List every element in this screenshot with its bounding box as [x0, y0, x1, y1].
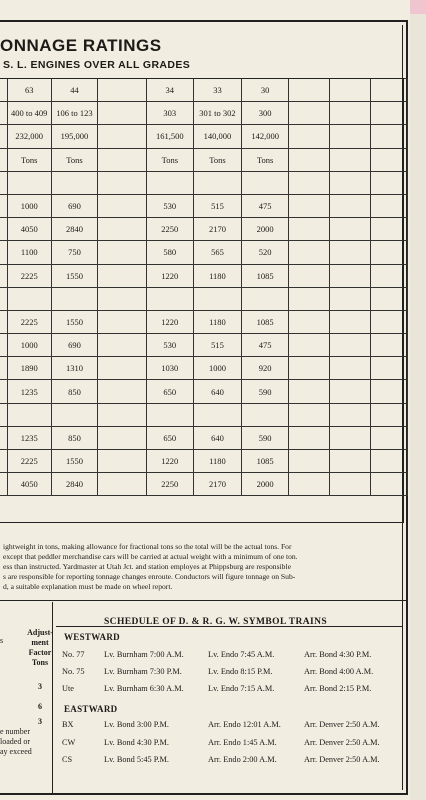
- table-cell: 590: [242, 426, 289, 449]
- table-cell: 2225: [7, 310, 51, 333]
- train-intermediate: Lv. Endo 7:15 A.M.: [208, 684, 275, 693]
- adjustment-note-1: e number: [0, 727, 30, 736]
- table-cell-empty: [370, 218, 407, 241]
- train-arrival: Arr. Denver 2:50 A.M.: [304, 737, 380, 747]
- table-cell-empty: [329, 450, 370, 473]
- table-cell: 690: [51, 194, 98, 217]
- table-cell: Tons: [146, 148, 193, 171]
- tonnage-note: [3, 542, 399, 592]
- table-cell: 650: [146, 380, 193, 403]
- table-cell: 1220: [146, 450, 193, 473]
- train-intermediate: Arr. Endo 2:00 A.M.: [208, 755, 277, 764]
- train-arrival: Arr. Bond 4:00 A.M.: [304, 667, 374, 676]
- table-cell: 1180: [193, 450, 241, 473]
- tonnage-row: [0, 171, 408, 194]
- table-cell: 400 to 409: [7, 102, 51, 125]
- table-cell-empty: [289, 426, 330, 449]
- table-cell: 580: [146, 241, 193, 264]
- table-cell: [98, 357, 147, 380]
- row-label-cell: [0, 125, 7, 148]
- table-cell-empty: [370, 171, 407, 194]
- table-cell-empty: [289, 264, 330, 287]
- table-cell-empty: [289, 218, 330, 241]
- table-cell: 44: [51, 79, 98, 102]
- train-symbol: No. 75: [62, 667, 85, 676]
- table-cell: 30: [242, 79, 289, 102]
- table-cell-empty: [289, 79, 330, 102]
- table-cell: 1890: [7, 357, 51, 380]
- engine-class-row: [0, 79, 408, 102]
- table-cell: [98, 403, 147, 426]
- table-cell: [98, 380, 147, 403]
- train-intermediate: Lv. Endo 8:15 P.M.: [208, 667, 273, 676]
- table-cell: [51, 287, 98, 310]
- tonnage-row: [0, 450, 408, 473]
- table-cell: 303: [146, 102, 193, 125]
- table-cell: Tons: [7, 148, 51, 171]
- engine-number-row: [0, 102, 408, 125]
- unit-row: [0, 148, 408, 171]
- table-cell: 1550: [51, 310, 98, 333]
- table-cell: [98, 194, 147, 217]
- tonnage-row: [0, 334, 408, 357]
- train-departure: Lv. Burnham 7:00 A.M.: [104, 650, 184, 659]
- table-cell: [193, 171, 241, 194]
- note-line: ightweight in tons, making allowance for fractional tons so the total will be the actual tons. For: [3, 542, 292, 551]
- row-label-cell: [0, 334, 7, 357]
- train-symbol: Ute: [62, 684, 74, 693]
- table-cell: 515: [193, 334, 241, 357]
- adjustment-left-fragment: s: [0, 636, 4, 645]
- table-cell: [98, 334, 147, 357]
- table-cell: 565: [193, 241, 241, 264]
- table-cell: 1550: [51, 450, 98, 473]
- table-cell-empty: [329, 287, 370, 310]
- table-cell-empty: [329, 264, 370, 287]
- row-label-cell: [0, 79, 7, 102]
- table-cell: [242, 171, 289, 194]
- train-departure: Lv. Burnham 6:30 A.M.: [104, 684, 184, 693]
- table-cell: [242, 287, 289, 310]
- table-cell: 140,000: [193, 125, 241, 148]
- table-cell-empty: [370, 426, 407, 449]
- table-cell-empty: [370, 473, 407, 496]
- table-cell: [242, 403, 289, 426]
- row-label-cell: [0, 264, 7, 287]
- table-cell: 520: [242, 241, 289, 264]
- table-cell: 34: [146, 79, 193, 102]
- table-cell-empty: [370, 102, 407, 125]
- table-cell-empty: [370, 264, 407, 287]
- table-cell: Tons: [51, 148, 98, 171]
- table-cell-empty: [289, 450, 330, 473]
- table-cell: 850: [51, 380, 98, 403]
- table-cell: 640: [193, 426, 241, 449]
- eastward-label: EASTWARD: [64, 704, 118, 714]
- table-cell-empty: [370, 380, 407, 403]
- table-cell: 1180: [193, 310, 241, 333]
- table-cell-empty: [289, 171, 330, 194]
- table-cell: [146, 403, 193, 426]
- table-cell: 2250: [146, 218, 193, 241]
- table-cell: 4050: [7, 218, 51, 241]
- table-cell: Tons: [193, 148, 241, 171]
- adjustment-note-2: loaded or: [0, 737, 30, 746]
- table-cell: 1310: [51, 357, 98, 380]
- table-cell: 1000: [7, 194, 51, 217]
- table-cell: 1235: [7, 380, 51, 403]
- table-cell: [193, 403, 241, 426]
- table-cell: [98, 218, 147, 241]
- table-cell-empty: [370, 241, 407, 264]
- table-cell-empty: [289, 473, 330, 496]
- tonnage-row: [0, 403, 408, 426]
- train-departure: Lv. Burnham 7:30 P.M.: [104, 667, 182, 676]
- row-label-cell: [0, 287, 7, 310]
- tonnage-row: [0, 380, 408, 403]
- train-arrival: Arr. Denver 2:50 A.M.: [304, 720, 380, 729]
- row-label-cell: [0, 426, 7, 449]
- train-departure: Lv. Bond 3:00 P.M.: [104, 720, 169, 729]
- table-cell-empty: [329, 357, 370, 380]
- table-cell-empty: [289, 148, 330, 171]
- table-cell: 530: [146, 334, 193, 357]
- table-cell: [193, 287, 241, 310]
- row-label-cell: [0, 171, 7, 194]
- table-cell-empty: [329, 380, 370, 403]
- table-cell: 1220: [146, 310, 193, 333]
- tonnage-row: [0, 357, 408, 380]
- table-cell: 2225: [7, 264, 51, 287]
- train-symbol: CW: [62, 737, 76, 747]
- row-label-cell: [0, 403, 7, 426]
- tonnage-row: [0, 218, 408, 241]
- table-cell-empty: [370, 194, 407, 217]
- table-cell: [98, 473, 147, 496]
- table-cell: [98, 79, 147, 102]
- table-cell: 232,000: [7, 125, 51, 148]
- table-cell-empty: [289, 403, 330, 426]
- table-cell-empty: [329, 403, 370, 426]
- table-cell: 690: [51, 334, 98, 357]
- table-cell: [51, 171, 98, 194]
- table-cell-empty: [370, 403, 407, 426]
- adjustment-value-1: 3: [38, 682, 42, 691]
- train-symbol: BX: [62, 720, 74, 729]
- table-cell-empty: [370, 148, 407, 171]
- train-intermediate: Lv. Endo 7:45 A.M.: [208, 650, 275, 659]
- adjustment-note-3: ay exceed: [0, 747, 32, 756]
- table-cell: 33: [193, 79, 241, 102]
- tonnage-row: [0, 310, 408, 333]
- table-cell: 1550: [51, 264, 98, 287]
- table-cell: 63: [7, 79, 51, 102]
- page-title: ONNAGE RATINGS: [0, 36, 162, 55]
- row-label-cell: [0, 450, 7, 473]
- table-cell: 1000: [7, 334, 51, 357]
- adjustment-value-3: 3: [38, 717, 42, 726]
- table-cell-empty: [289, 357, 330, 380]
- table-cell-empty: [370, 125, 407, 148]
- row-label-cell: [0, 241, 7, 264]
- row-label-cell: [0, 148, 7, 171]
- train-symbol: CS: [62, 755, 73, 764]
- row-label-cell: [0, 357, 7, 380]
- table-cell: 106 to 123: [51, 102, 98, 125]
- table-cell-empty: [289, 125, 330, 148]
- note-line: s are responsible for reporting tonnage changes enroute. Conductors will figure tonnage on Sub-: [3, 572, 296, 581]
- table-cell-empty: [370, 79, 407, 102]
- table-cell-empty: [329, 473, 370, 496]
- row-label-cell: [0, 194, 7, 217]
- table-cell-empty: [289, 102, 330, 125]
- table-cell: 2250: [146, 473, 193, 496]
- table-cell-empty: [329, 171, 370, 194]
- table-cell: 142,000: [242, 125, 289, 148]
- table-cell-empty: [289, 310, 330, 333]
- table-cell: 1180: [193, 264, 241, 287]
- table-cell: [98, 426, 147, 449]
- row-label-cell: [0, 218, 7, 241]
- table-cell: 1085: [242, 310, 289, 333]
- table-cell: 161,500: [146, 125, 193, 148]
- table-cell-empty: [289, 287, 330, 310]
- section-divider: [0, 600, 406, 601]
- table-cell-empty: [370, 310, 407, 333]
- table-cell: [146, 171, 193, 194]
- schedule-title-rule: [56, 626, 402, 627]
- table-cell-empty: [329, 194, 370, 217]
- tonnage-row: [0, 426, 408, 449]
- tonnage-row: [0, 264, 408, 287]
- table-cell: 1220: [146, 264, 193, 287]
- table-cell: 650: [146, 426, 193, 449]
- table-cell: 850: [51, 426, 98, 449]
- table-cell-empty: [329, 218, 370, 241]
- table-cell: 750: [51, 241, 98, 264]
- table-cell: 640: [193, 380, 241, 403]
- train-symbol: No. 77: [62, 650, 85, 659]
- table-cell-empty: [329, 426, 370, 449]
- table-cell: 515: [193, 194, 241, 217]
- row-label-cell: [0, 380, 7, 403]
- train-departure: Lv. Bond 5:45 P.M.: [104, 755, 169, 764]
- table-cell: 2840: [51, 218, 98, 241]
- train-arrival: Arr. Bond 4:30 P.M.: [304, 650, 372, 659]
- adjustment-value-2: 6: [38, 702, 42, 711]
- note-line: ess than instructed. Yardmaster at Utah Jct. and station employes at Phippsburg are responsible: [3, 562, 291, 571]
- row-label-cell: [0, 473, 7, 496]
- table-cell: 2840: [51, 473, 98, 496]
- table-cell-empty: [370, 334, 407, 357]
- row-label-cell: [0, 102, 7, 125]
- table-cell: 2170: [193, 218, 241, 241]
- table-cell: [98, 148, 147, 171]
- table-cell-empty: [329, 79, 370, 102]
- westward-label: WESTWARD: [64, 632, 120, 642]
- adjustment-header-4: Tons: [31, 658, 49, 667]
- adjustment-header-2: ment: [31, 638, 49, 647]
- table-cell-empty: [370, 287, 407, 310]
- train-intermediate: Arr. Endo 1:45 A.M.: [208, 737, 277, 747]
- adjustment-header-3: Factor: [28, 648, 52, 657]
- table-cell: [98, 450, 147, 473]
- table-cell: 1000: [193, 357, 241, 380]
- table-cell-empty: [289, 194, 330, 217]
- table-cell: 475: [242, 194, 289, 217]
- table-cell-empty: [289, 241, 330, 264]
- page-subtitle: S. L. ENGINES OVER ALL GRADES: [3, 59, 191, 71]
- table-cell: [7, 403, 51, 426]
- table-cell: [98, 287, 147, 310]
- table-cell: 2000: [242, 473, 289, 496]
- table-cell: [7, 171, 51, 194]
- table-cell-empty: [329, 148, 370, 171]
- note-line: d, a suitable explanation must be made on wheel report.: [3, 582, 173, 591]
- table-cell: 2000: [242, 218, 289, 241]
- table-cell-empty: [329, 334, 370, 357]
- train-departure: Lv. Bond 4:30 P.M.: [104, 737, 169, 747]
- table-cell: 1235: [7, 426, 51, 449]
- tonnage-row: [0, 241, 408, 264]
- table-cell: [98, 102, 147, 125]
- table-cell: 590: [242, 380, 289, 403]
- table-cell: [146, 287, 193, 310]
- tonnage-row: [0, 287, 408, 310]
- table-cell-empty: [370, 450, 407, 473]
- table-cell-empty: [370, 357, 407, 380]
- table-cell: 920: [242, 357, 289, 380]
- table-cell-empty: [289, 380, 330, 403]
- tonnage-row: [0, 473, 408, 496]
- table-cell: [98, 241, 147, 264]
- table-cell: 1030: [146, 357, 193, 380]
- table-cell: [51, 403, 98, 426]
- row-label-cell: [0, 310, 7, 333]
- table-cell: [98, 310, 147, 333]
- table-cell-empty: [329, 125, 370, 148]
- table-cell: [98, 171, 147, 194]
- table-cell: Tons: [242, 148, 289, 171]
- table-cell: 2170: [193, 473, 241, 496]
- table-cell: 1085: [242, 264, 289, 287]
- tonnage-ratings-table: [0, 78, 408, 496]
- table-cell: 4050: [7, 473, 51, 496]
- table-cell: 300: [242, 102, 289, 125]
- table-cell: 530: [146, 194, 193, 217]
- tractive-effort-row: [0, 125, 408, 148]
- table-cell: [98, 125, 147, 148]
- table-cell: [7, 287, 51, 310]
- table-cell-empty: [289, 334, 330, 357]
- tonnage-row: [0, 194, 408, 217]
- table-cell: 1100: [7, 241, 51, 264]
- table-cell: 301 to 302: [193, 102, 241, 125]
- table-cell-empty: [329, 102, 370, 125]
- table-cell: [98, 264, 147, 287]
- train-arrival: Arr. Denver 2:50 A.M.: [304, 755, 380, 764]
- table-cell: 1085: [242, 450, 289, 473]
- table-cell: 195,000: [51, 125, 98, 148]
- train-arrival: Arr. Bond 2:15 P.M.: [304, 684, 372, 693]
- schedule-title: SCHEDULE OF D. & R. G. W. SYMBOL TRAINS: [104, 617, 328, 627]
- train-intermediate: Arr. Endo 12:01 A.M.: [208, 720, 281, 729]
- table-cell-empty: [329, 310, 370, 333]
- note-line: except that peddler merchandise cars will be carried at actual weight with a minimum of one ton.: [3, 552, 298, 561]
- table-cell: 475: [242, 334, 289, 357]
- adjustment-header-1: Adjust-: [27, 628, 53, 637]
- table-cell-empty: [329, 241, 370, 264]
- table-cell: 2225: [7, 450, 51, 473]
